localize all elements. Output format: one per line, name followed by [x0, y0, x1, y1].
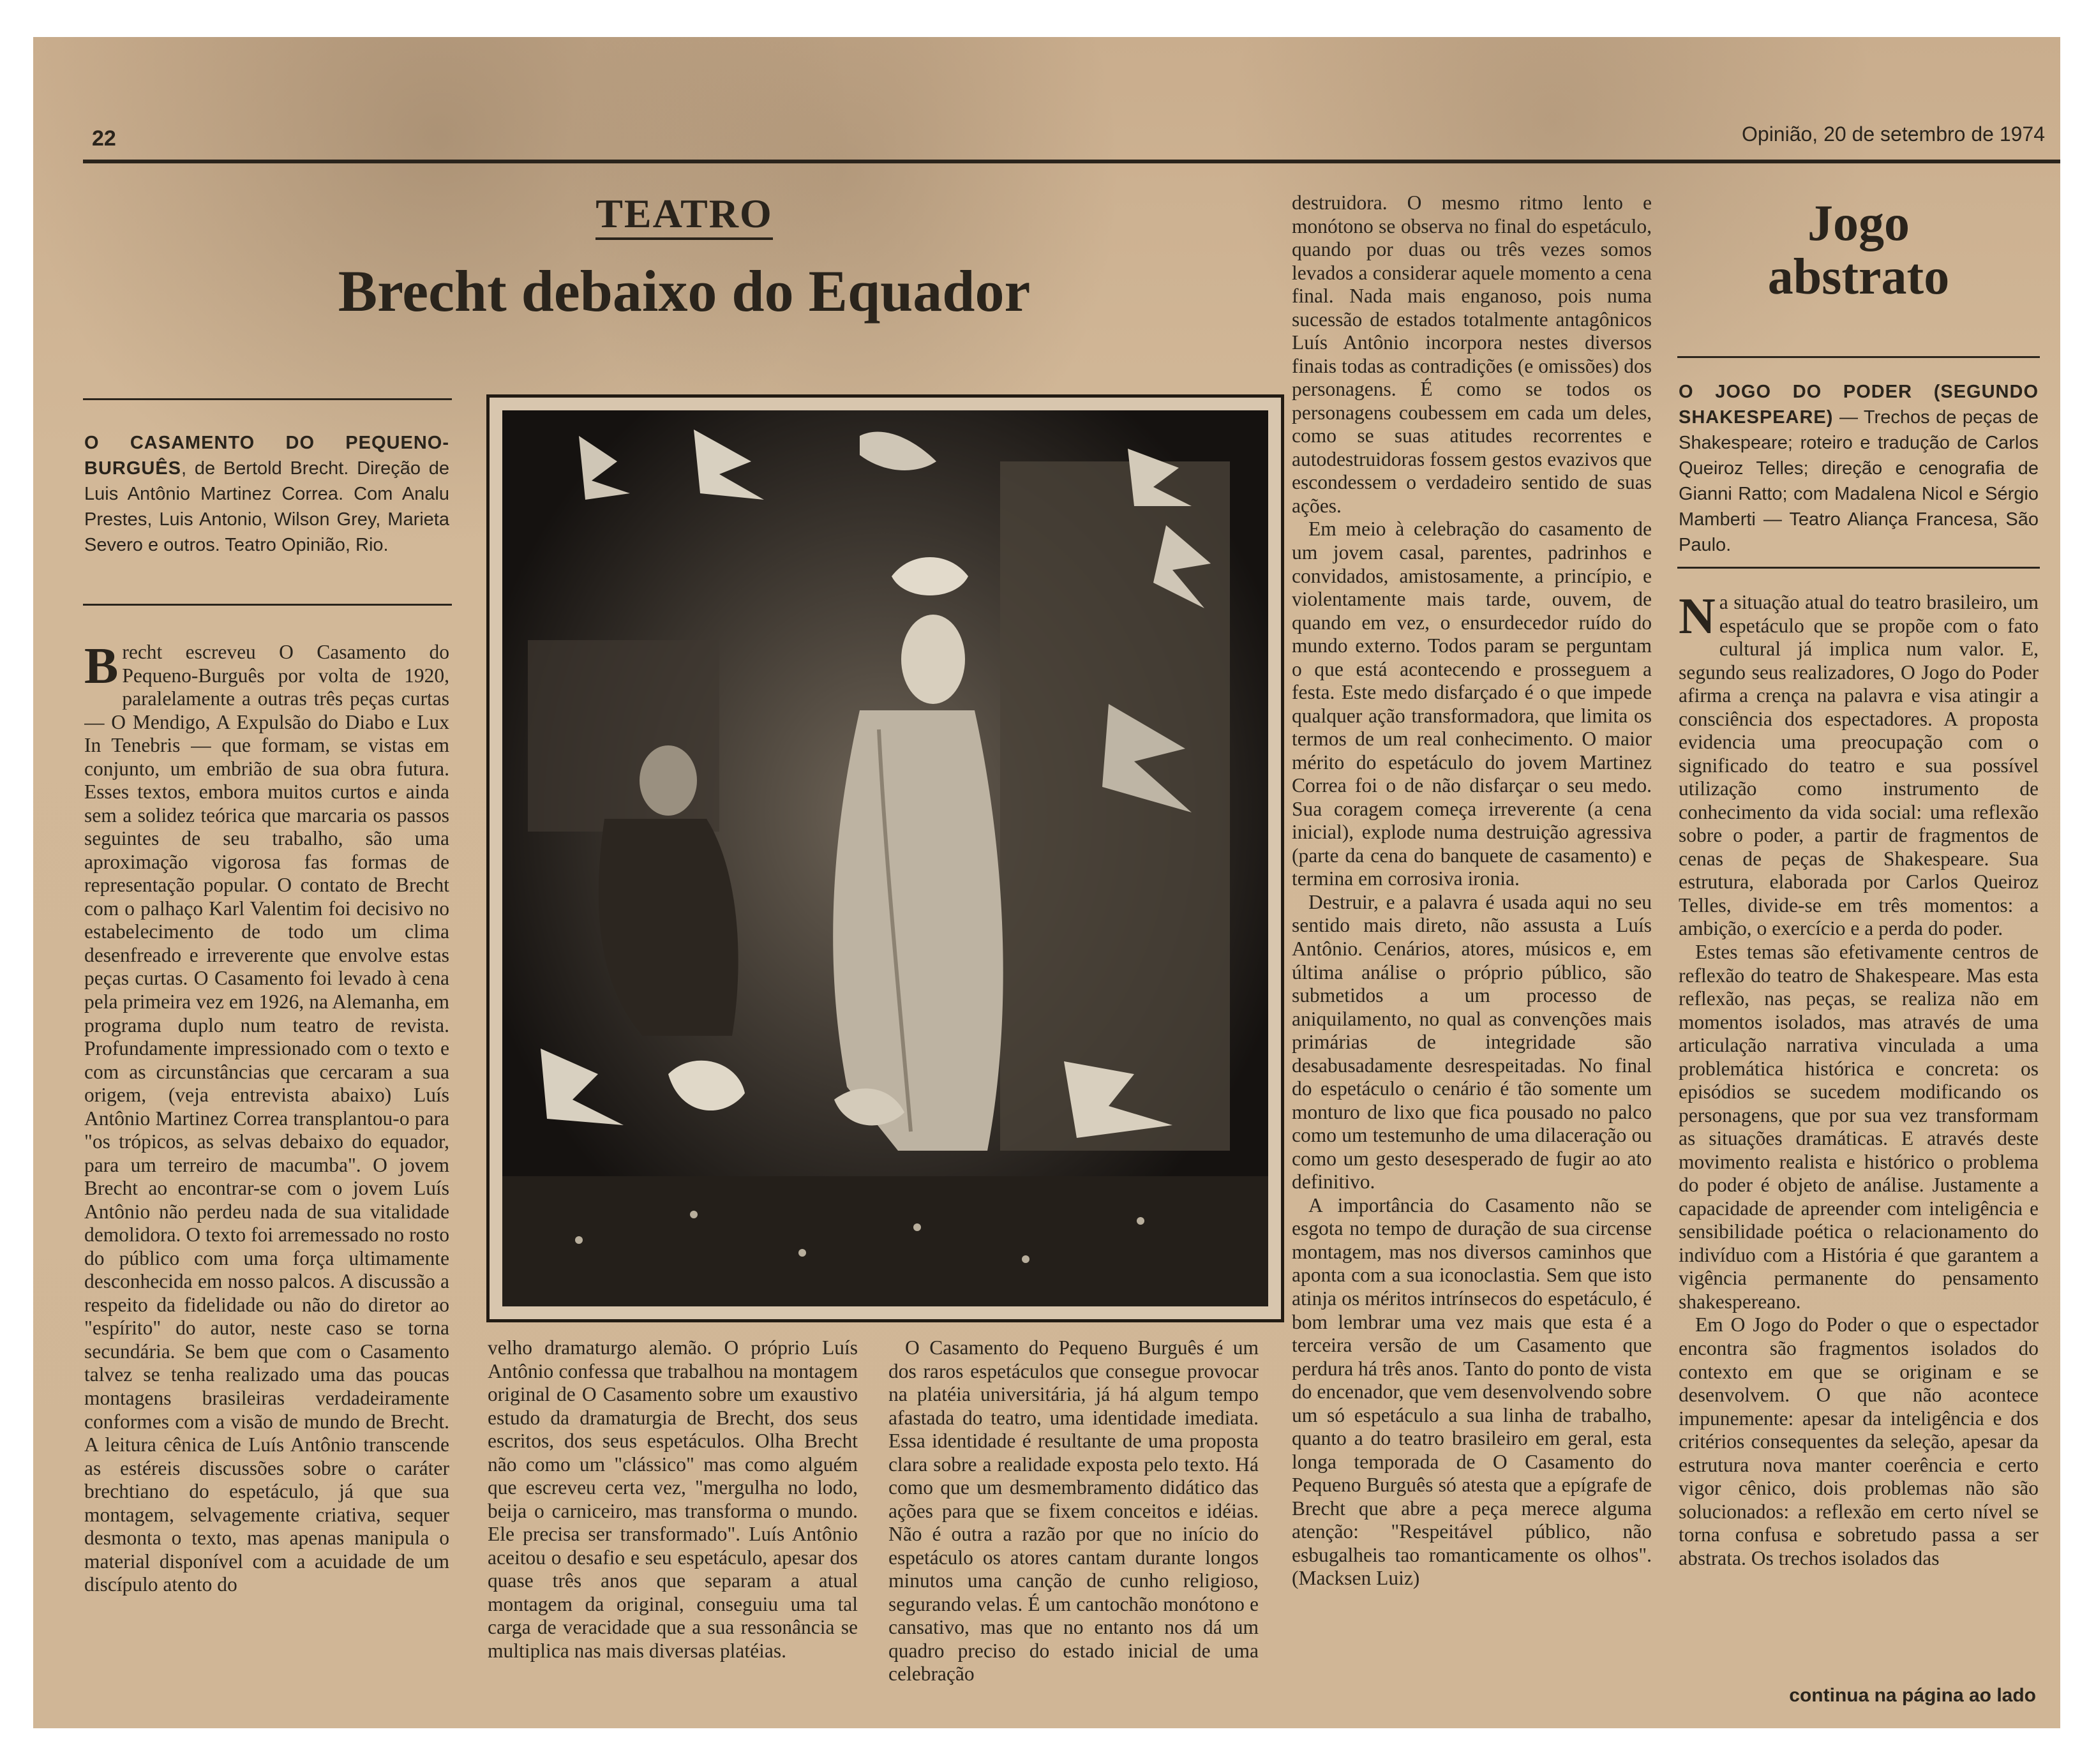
side-credits	[1679, 379, 2039, 558]
side-column	[1679, 591, 2039, 1650]
side-paragraph-2: Estes temas são efetivamente centros de reflexão do teatro de Shakespeare. Mas esta reflexão, nas peças, se realiza não em momentos isolados, mas através de uma articulação narrativa vinculada a uma problemática histórica e concreta: os episódios se sucedem modificando os personagens, que por sua vez transformam as situações dramáticas. E através deste movimento realista e histórico o problema do poder é objeto de análise. Justamente a capacidade de apreender com inteligência e sensibilidade poética o relacionamento do indivíduo com a História é que garantem a vigência permanente do pensamento shakespereano.	[1679, 940, 2039, 1313]
main-column-3	[888, 1336, 1259, 1719]
col4-paragraph-4: A importância do Casamento não se esgota no tempo de duração de sua circense montagem, mas nos diversos caminhos que aponta com a sua iconoclastia. Sem que isto atinja os méritos intrínsecos do espetáculo, é bom lembrar uma vez mais que esta é a terceira versão de um Casamento que perdura há três anos. Tanto do ponto de vista do encenador, que vem desenvolvendo sobre um só espetáculo a sua linha de trabalho, quanto a do teatro brasileiro em geral, esta longa temporada de O Casamento do Pequeno Burguês só atesta que a epígrafe de Brecht que abre a peça merece alguma atenção: "Respeitável público, não esbugalheis tao romanticamente os olhos". (Macksen Luiz)	[1292, 1193, 1652, 1590]
side-headline-line-1: Jogo	[1808, 195, 1910, 251]
side-headline	[1680, 197, 2037, 304]
col4-paragraph-2: Em meio à celebração do casamento de um jovem casal, parentes, padrinhos e convidados, amistosamente, a princípio, e violentamente mais tarde, ouvem, de quando em vez, o ensurdecedor ruído do mundo externo. Todos param se perguntam o que está acontecendo e prosseguem a festa. Este medo disfarçado é o que impede qualquer ação transformadora, que limita os termos de um real conhecimento. O maior mérito do espetáculo do jovem Martinez Correa foi o de não disfarçar o seu medo. Sua coragem começa irreverente (a cena inicial), explode numa destruição agressiva (parte da cena do banquete de casamento) e termina em corrosiva ironia.	[1292, 518, 1652, 890]
side-credits-bottom-rule	[1677, 567, 2040, 569]
header-rule	[83, 160, 2060, 163]
main-headline: Brecht debaixo do Equador	[338, 258, 1031, 324]
theatre-photo-frame	[486, 394, 1284, 1322]
side-paragraph-3: Em O Jogo do Poder o que o espectador encontra são fragmentos isolados do contexto em que se originam e se desenvolvem. O que não acontece impunemente: apesar da inteligência e dos critérios consequentes da seleção, apesar da estrutura nova manter coerência e certo vigor cênico, dois problemas não são solucionados: a reflexão em certo nível se torna confusa e sobretudo passa a ser abstrata. Os trechos isolados das	[1679, 1313, 2039, 1569]
main-column-4	[1292, 191, 1652, 1723]
main-column-1	[84, 641, 449, 1726]
newspaper-page	[33, 37, 2060, 1728]
main-credits-body: , de Bertold Brecht. Direção de Luis Antônio Martinez Correa. Com Analu Prestes, Luis Antonio, Wilson Grey, Marieta Severo e outros. Teatro Opinião, Rio.	[84, 458, 449, 556]
col4-paragraph-3: Destruir, e a palavra é usada aqui no seu sentido mais direto, não assusta a Luís Antônio. Cenários, atores, músicos e, em última análise o próprio público, são submetidos a um processo de aniquilamento, no qual as convenções mais primárias de integridade são desabusadamente desrespeitadas. No final do espetáculo o cenário é tão somente um monturo de lixo que fica pousado no palco como um testemunho de uma dilaceração ou como um gesto desesperado de fugir ao ato definitivo.	[1292, 890, 1652, 1193]
continued-note: continua na página ao lado	[1789, 1685, 2036, 1706]
main-column-2	[488, 1336, 858, 1719]
kicker-text: TEATRO	[595, 191, 773, 240]
col2-paragraph: velho dramaturgo alemão. O próprio Luís Antônio confessa que trabalhou na montagem original de O Casamento sobre um exaustivo estudo da dramaturgia de Brecht, dos seus escritos, dos seus espetáculos. Olha Brecht não como um "clássico" mas como alguém que escreveu certa vez, "mergulha no lodo, beija o carniceiro, mas transforma o mundo. Ele precisa ser transformado". Luís Antônio aceitou o desafio e seu espetáculo, apesar dos quase três anos que separam a atual montagem da original, conseguiu uma tal carga de veracidade que a sua ressonância se multiplica nas mais diversas platéias.	[488, 1336, 858, 1662]
side-headline-line-2: abstrato	[1767, 249, 1950, 305]
credits-top-rule	[83, 398, 452, 400]
side-credits-title: O JOGO DO PODER (SEGUNDO SHAKESPEARE)	[1679, 382, 2039, 428]
side-credits-body: — Trechos de peças de Shakespeare; roteiro e tradução de Carlos Queiroz Telles; direção e cenografia de Gianni Ratto; com Madalena Nicol e Sérgio Mamberti — Teatro Aliança Francesa, São Paulo.	[1679, 407, 2039, 556]
col3-paragraph: O Casamento do Pequeno Burguês é um dos raros espetáculos que consegue provocar na platéia universitária, já há algum tempo afastada do teatro, uma identidade imediata. Essa identidade é resultante de uma proposta clara sobre a realidade exposta pelo texto. Há como que um desmembramento didático das ações para que se fixem conceitos e idéias. Não é outra a razão por que no início do espetáculo os atores cantam durante longos minutos uma canção de cunho religioso, segurando velas. É um cantochão monótono e cansativo, mas que no entanto nos dá um quadro preciso do estado inicial de uma celebração	[888, 1336, 1259, 1686]
credits-bottom-rule	[83, 604, 452, 606]
main-credits	[84, 430, 449, 558]
col4-paragraph-1: destruidora. O mesmo ritmo lento e monótono se observa no final do espetáculo, quando por duas ou três vezes somos levados a considerar aquele momento a cena final. Nada mais enganoso, pois numa sucessão de estados totalmente antagônicos Luís Antônio incorpora nestes diversos finais todas as contradições (e omissões) dos personagens. É como se todos os personagens coubessem em cada um deles, como se suas atitudes recorrentes e autodestruidoras fossem gestos evazivos que escondessem o verdadeiro sentido de suas ações.	[1292, 191, 1652, 517]
col1-paragraph: recht escreveu O Casamento do Pequeno-Burguês por volta de 1920, paralelamente a outras três peças curtas — O Mendigo, A Expulsão do Diabo e Lux In Tenebris — que formam, se vistas em conjunto, um embrião de sua obra futura. Esses textos, embora muitos curtos e ainda sem a solidez teórica que marcaria os passos seguintes de seu trabalho, são uma aproximação vigorosa fas formas de representação popular. O contato de Brecht com o palhaço Karl Valentim foi decisivo no estabelecimento de todo um clima desenfreado e irreverente que envolve estas peças curtas. O Casamento foi levado à cena pela primeira vez em 1926, na Alemanha, em programa duplo num teatro de revista. Profundamente impressionado com o texto e com as circunstâncias que cercaram a sua origem, (veja entrevista abaixo) Luís Antônio Martinez Correa transplantou-o para "os trópicos, as selvas debaixo do equador, para um terreiro de macumba". O jovem Brecht ao encontrar-se com o jovem Luís Antônio não perdeu nada de sua vitalidade demolidora. O texto foi arremessado no rosto do público com uma força ultimamente desconhecida em nosso palcos. A discussão a respeito da fidelidade ou não do diretor ao "espírito" do autor, neste caso se torna secundária. Se bem que com o Casamento talvez se tenha realizado uma das poucas montagens brasileiras verdadeiramente conformes com a visão de mundo de Brecht. A leitura cênica de Luís Antônio transcende as estéreis discussões sobre o caráter brechtiano do espetáculo, já que sua montagem, selvagemente criativa, sequer desmonta o texto, mas apenas manipula o material disponível com a acuidade de um discípulo atento do	[84, 641, 449, 1596]
side-paragraph-1: a situação atual do teatro brasileiro, um espetáculo que se propõe com o fato cultural já implica num valor. E, segundo seus realizadores, O Jogo do Poder afirma a crença na palavra e visa atingir a consciência dos espectadores. A proposta evidencia uma preocupação com o significado do teatro e sua possível utilização como instrumento de conhecimento da vida social: uma reflexão sobre o poder, a partir de fragmentos de cenas de peças de Shakespeare. Sua estrutura, elaborada por Carlos Queiroz Telles, divide-se em três momentos: a ambição, o exercício e a perda do poder.	[1679, 591, 2039, 940]
side-credits-top-rule	[1677, 356, 2040, 358]
theatre-photo	[502, 410, 1268, 1306]
photo-illustration	[502, 410, 1268, 1306]
section-kicker	[225, 190, 1144, 237]
dropcap-n: N	[1679, 591, 1716, 645]
page-number: 22	[92, 126, 116, 151]
main-credits-title: O CASAMENTO DO PEQUENO-BURGUÊS	[84, 433, 449, 479]
dateline: Opinião, 20 de setembro de 1974	[1742, 123, 2045, 146]
dropcap-b: B	[84, 641, 119, 694]
